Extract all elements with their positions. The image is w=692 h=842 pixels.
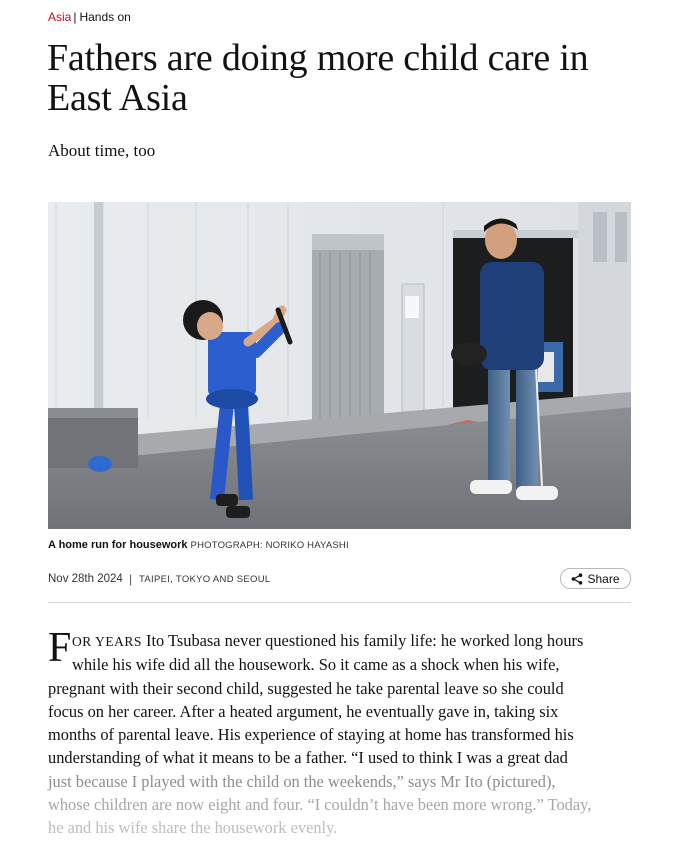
body-line: understanding of what it means to be a father. “I used to think I was a great dad	[48, 748, 568, 768]
section-link-asia[interactable]: Asia	[48, 10, 72, 24]
opening-smallcaps: OR YEARS	[72, 634, 142, 649]
body-line: months of parental leave. His experience of staying at home has transformed his	[48, 725, 574, 745]
article-body	[48, 625, 628, 840]
rubric-separator: |	[73, 10, 77, 24]
body-line: pregnant with their second child, suggested he take parental leave so she could	[48, 678, 564, 698]
dateline: TAIPEI, TOKYO AND SEOUL	[139, 574, 271, 585]
body-line: OR YEARS Ito Tsubasa never questioned his family life: he worked long hours	[72, 631, 584, 650]
meta-separator: |	[129, 572, 133, 586]
body-line: just because I played with the child on the weekends,” says Mr Ito (pictured),	[48, 771, 556, 791]
drop-cap: F	[48, 625, 72, 671]
share-icon	[571, 573, 583, 585]
caption-text: A home run for housework	[48, 539, 188, 551]
publish-date: Nov 28th 2024	[48, 573, 123, 585]
lead-photo	[48, 202, 631, 529]
article-paragraph	[48, 625, 628, 840]
share-label: Share	[587, 571, 620, 586]
article-meta	[48, 572, 631, 590]
body-line: focus on her career. After a heated argument, he eventually gave in, taking six	[48, 701, 559, 721]
body-line: while his wife did all the housework. So it came as a shock when his wife,	[72, 655, 560, 675]
standfirst: About time, too	[48, 141, 156, 160]
body-line: whose children are now eight and four. “I couldn’t have been more wrong.” Today,	[48, 795, 592, 815]
headline: Fathers are doing more child care in East Asia	[47, 37, 589, 119]
share-button[interactable]	[560, 568, 631, 589]
rubric	[48, 9, 131, 25]
photo-credit: PHOTOGRAPH: NORIKO HAYASHI	[190, 540, 349, 551]
flytitle: Hands on	[79, 10, 131, 24]
photo-caption	[48, 537, 349, 553]
body-line: he and his wife share the housework evenly.	[48, 818, 338, 838]
lead-photo-illustration	[48, 202, 631, 529]
divider	[48, 602, 631, 603]
